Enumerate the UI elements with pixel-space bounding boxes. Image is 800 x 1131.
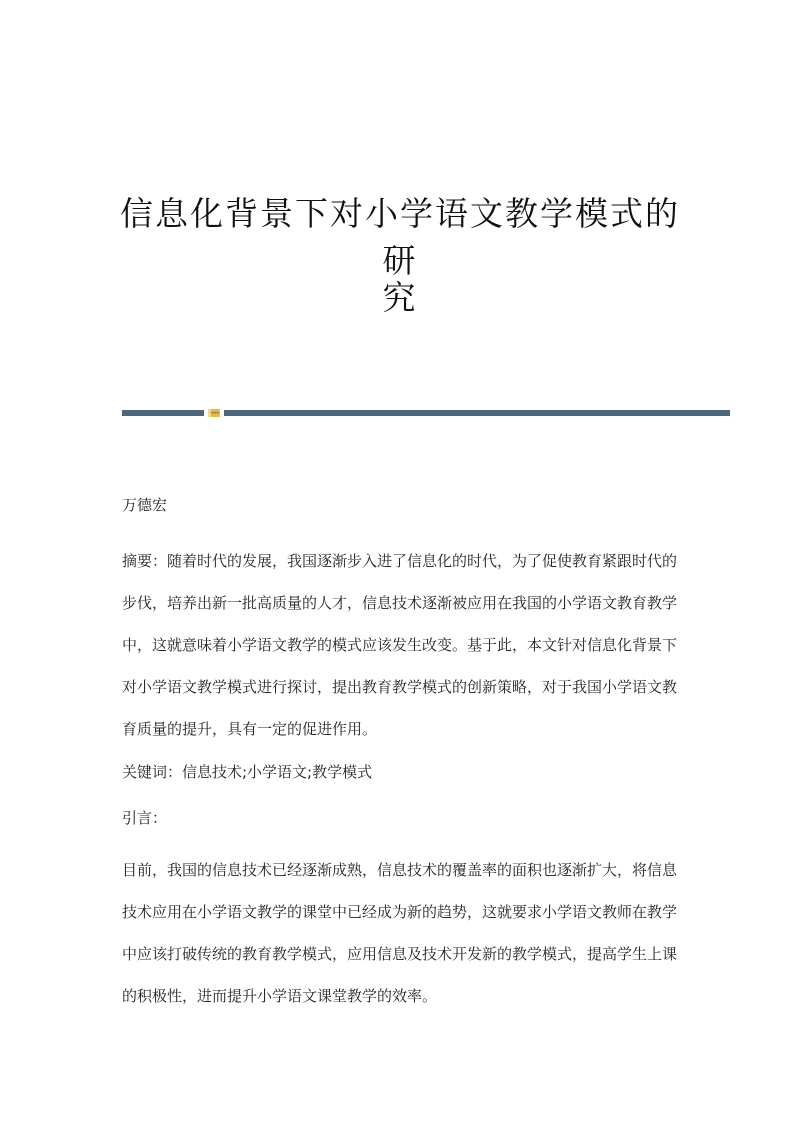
- keywords-line: 关键词：信息技术;小学语文;教学模式: [122, 763, 373, 781]
- author-name: 万德宏: [122, 496, 168, 514]
- divider-bar-left: [122, 410, 204, 416]
- document-title-line-1: 信息化背景下对小学语文教学模式的研: [120, 194, 680, 280]
- divider-bar-right: [224, 410, 730, 416]
- abstract-paragraph: 摘要：随着时代的发展，我国逐渐步入进了信息化的时代，为了促使教育紧跟时代的步伐，培养出新一批高质量的人才，信息技术逐渐被应用在我国的小学语文教育教学中，这就意味着小学语文教学的模式应该发生改变。基于此，本文针对信息化背景下对小学语文教学模式进行探讨，提出教育教学模式的创新策略，对于我国小学语文教育质量的提升，具有一定的促进作用。: [122, 552, 678, 738]
- title-divider: [122, 408, 730, 418]
- pencil-icon: [208, 408, 220, 418]
- document-title-line-2: 究: [382, 278, 418, 317]
- intro-heading: 引言：: [122, 809, 168, 827]
- intro-paragraph: 目前，我国的信息技术已经逐渐成熟，信息技术的覆盖率的面积也逐渐扩大，将信息技术应用在小学语文教学的课堂中已经成为新的趋势，这就要求小学语文教师在教学中应该打破传统的教育教学模式，应用信息及技术开发新的教学模式，提高学生上课的积极性，进而提升小学语文课堂教学的效率。: [122, 861, 678, 1005]
